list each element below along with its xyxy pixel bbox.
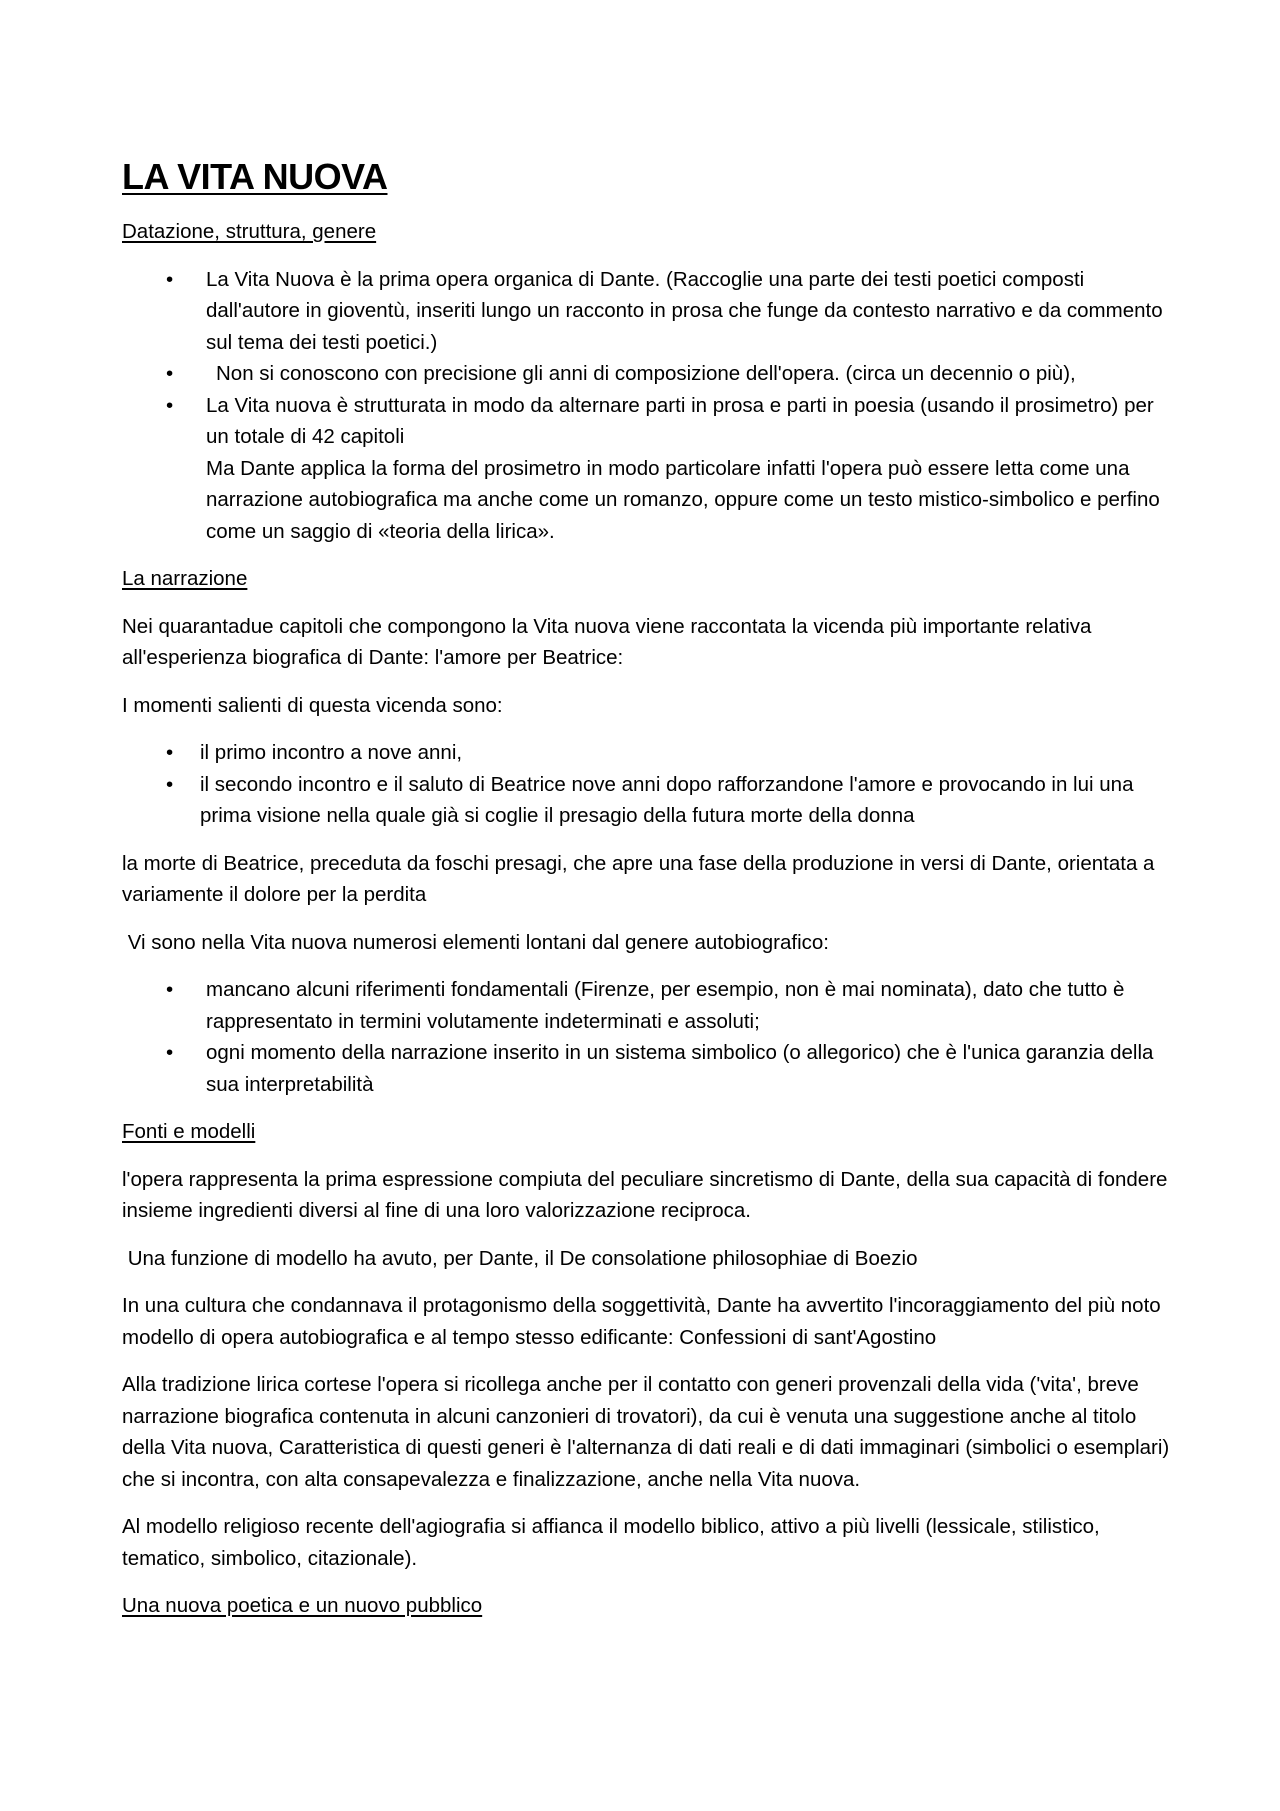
bullet-icon: • — [166, 772, 174, 796]
section-heading-narrazione: La narrazione — [122, 567, 248, 590]
list-item — [122, 769, 1172, 832]
list-item-continuation: Ma Dante applica la forma del prosimetro in modo particolare infatti l'opera può essere letta come una narrazione autobiografica ma anche come un romanzo, oppure come un testo mistico-simbolico e perfino come un saggio di «teoria della lirica». — [206, 456, 1160, 543]
paragraph: la morte di Beatrice, preceduta da foschi presagi, che apre una fase della produzione in versi di Dante, orientata a variamente il dolore per la perdita — [122, 851, 1155, 906]
document-page — [122, 152, 1172, 1638]
list-item-text: ogni momento della narrazione inserito in un sistema simbolico (o allegorico) che è l'unica garanzia della sua interpretabilità — [206, 1041, 1154, 1096]
list-item — [122, 390, 1172, 548]
paragraph: Nei quarantadue capitoli che compongono la Vita nuova viene raccontata la vicenda più importante relativa all'esperienza biografica di Dante: l'amore per Beatrice: — [122, 614, 1092, 669]
paragraph: Alla tradizione lirica cortese l'opera si ricollega anche per il contatto con generi provenzali della vida ('vita', breve narrazione biografica contenuta in alcuni canzonieri di trovatori), da cui è venuta una suggestione anche al titolo della Vita nuova, Caratteristica di questi generi è l'alternanza di dati reali e di dati immaginari (simbolici o esemplari) che si incontra, con alta consapevalezza e finalizzazione, anche nella Vita nuova. — [122, 1373, 1170, 1491]
list-item-text: Non si conoscono con precisione gli anni di composizione dell'opera. (circa un decennio o più), — [216, 362, 1076, 385]
bullet-icon: • — [166, 362, 174, 385]
bullet-icon: • — [166, 741, 174, 764]
list-item-text: La Vita Nuova è la prima opera organica di Dante. (Raccoglie una parte dei testi poetici composti dall'autore in gioventù, inseriti lungo un racconto in prosa che funge da contesto narrativo e da commento sul tema dei testi poetici.) — [206, 267, 1163, 354]
bullet-list-datazione — [122, 264, 1172, 548]
list-item-text: il primo incontro a nove anni, — [200, 741, 463, 764]
list-item — [122, 358, 1172, 390]
list-item — [122, 737, 1172, 769]
bullet-list-momenti — [122, 737, 1172, 832]
bullet-icon: • — [166, 267, 174, 291]
list-item — [122, 264, 1172, 359]
paragraph: l'opera rappresenta la prima espressione compiuta del peculiare sincretismo di Dante, della sua capacità di fondere insieme ingredienti diversi al fine di una loro valorizzazione reciproca. — [122, 1167, 1168, 1222]
paragraph: Vi sono nella Vita nuova numerosi elementi lontani dal genere autobiografico: — [122, 930, 829, 954]
paragraph: I momenti salienti di questa vicenda sono: — [122, 693, 503, 717]
paragraph: Una funzione di modello ha avuto, per Dante, il De consolatione philosophiae di Boezio — [122, 1246, 918, 1270]
paragraph: In una cultura che condannava il protagonismo della soggettività, Dante ha avvertito l'incoraggiamento del più noto modello di opera autobiografica e al tempo stesso edificante: Confessioni di sant'Agostino — [122, 1294, 1161, 1349]
page-title: LA VITA NUOVA — [122, 156, 388, 197]
paragraph: Al modello religioso recente dell'agiografia si affianca il modello biblico, attivo a più livelli (lessicale, stilistico, tematico, simbolico, citazionale). — [122, 1515, 1100, 1570]
list-item-text: mancano alcuni riferimenti fondamentali (Firenze, per esempio, non è mai nominata), dato che tutto è rappresentato in termini volutamente indeterminati e assoluti; — [206, 978, 1125, 1033]
section-heading-datazione: Datazione, struttura, genere — [122, 220, 377, 243]
section-heading-fonti: Fonti e modelli — [122, 1120, 256, 1143]
list-item-text: il secondo incontro e il saluto di Beatrice nove anni dopo rafforzandone l'amore e provocando in lui una prima visione nella quale già si coglie il presagio della futura morte della donna — [200, 772, 1134, 827]
bullet-icon: • — [166, 1041, 174, 1064]
list-item — [122, 974, 1172, 1037]
list-item-text: La Vita nuova è strutturata in modo da alternare parti in prosa e parti in poesia (usando il prosimetro) per un totale di 42 capitoli — [206, 393, 1154, 448]
bullet-icon: • — [166, 978, 174, 1001]
bullet-list-elementi — [122, 974, 1172, 1100]
bullet-icon: • — [166, 393, 174, 417]
list-item — [122, 1037, 1172, 1100]
section-heading-poetica: Una nuova poetica e un nuovo pubblico — [122, 1594, 483, 1617]
